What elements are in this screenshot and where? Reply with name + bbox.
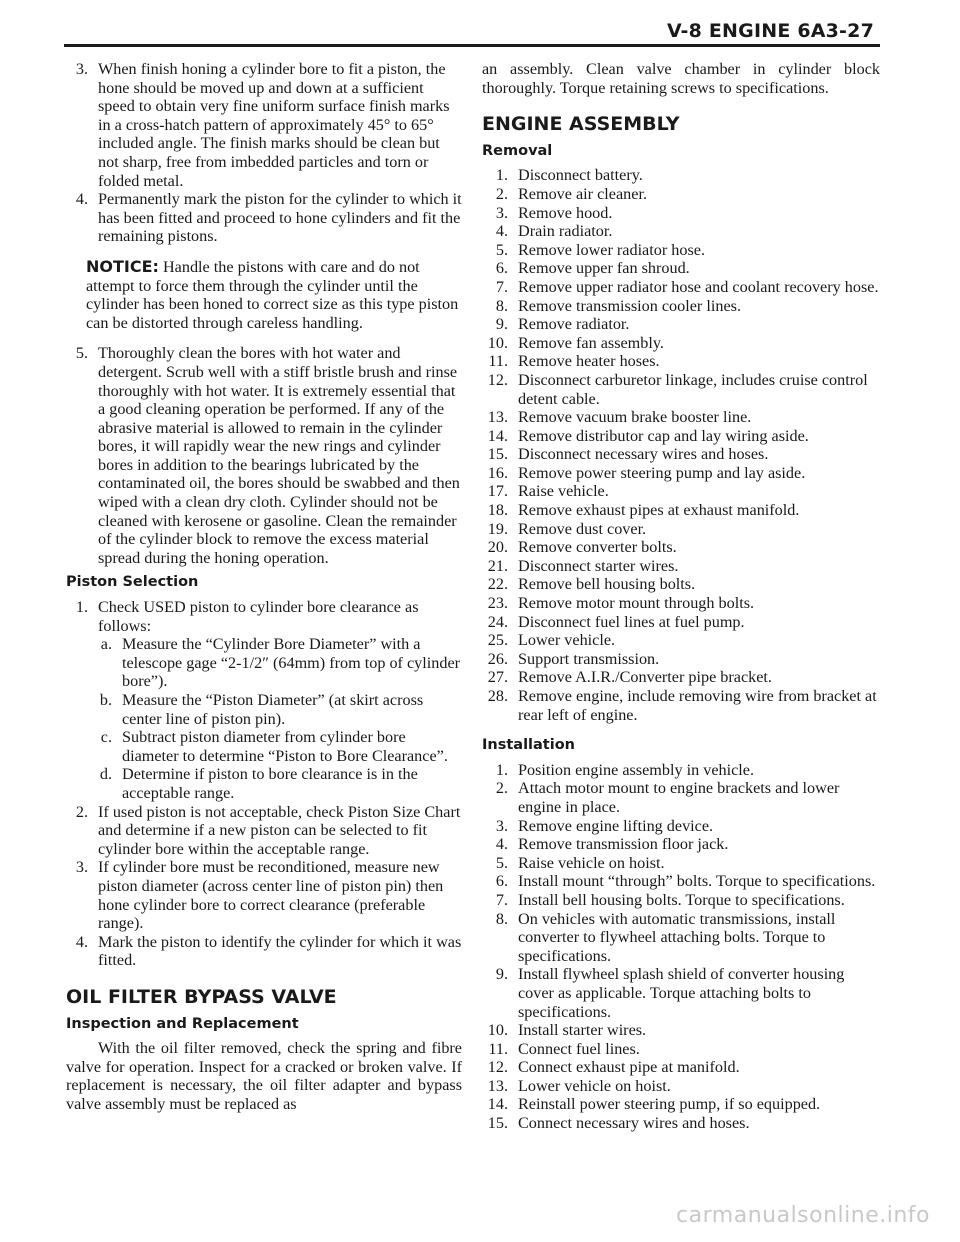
removal-list [482,166,880,724]
item-text: Disconnect battery. [518,166,643,185]
item-text: Position engine assembly in vehicle. [518,760,755,779]
list-item [482,1077,880,1096]
item-text: Remove converter bolts. [518,538,677,557]
item-number: 20. [487,538,508,557]
list-item [482,687,880,724]
list-item [482,835,880,854]
item-number: 14. [487,426,508,445]
list-item [482,427,880,446]
item-number: 6. [495,872,508,891]
item-number: 15. [487,445,508,464]
list-item [482,631,880,650]
list-item [66,858,462,932]
item-number: 7. [495,277,508,296]
list-item [66,60,462,190]
sub-item-letter: a. [100,635,112,654]
engine-assembly-heading: ENGINE ASSEMBLY [482,113,680,136]
item-text: Thoroughly clean the bores with hot water and detergent. Scrub well with a stiff bristle brush and rinse thoroughly with hot water. It is extremely essential that a good cleaning operation be performed. If any of the abrasive material is allowed to remain in the cylinder bores, it will rapidly wear the new rings and cylinder bores in addition to the bearings lubricated by the contaminated oil, the bores should be swabbed and then wiped with a clean dry cloth. Cylinder should not be cleaned with kerosene or gasoline. Clean the remainder of the cylinder block to remove the excess material spread during the honing operation. [98,344,460,567]
list-item [482,408,880,427]
item-number: 21. [487,556,508,575]
item-text: Remove power steering pump and lay aside. [518,463,806,482]
sub-item [88,765,462,802]
inspection-replacement-heading: Inspection and Replacement [66,1015,299,1032]
oil-filter-paragraph: With the oil filter removed, check the spring and fibre valve for operation. Inspect for a cracked or broken valve. If replacement is necessary, the oil filter adapter and bypass valve assembly must be replaced as [66,1039,462,1113]
item-text: Remove upper fan shroud. [518,259,690,278]
item-text: Remove dust cover. [518,519,647,538]
list-item [482,761,880,780]
item-text: Connect fuel lines. [518,1039,640,1058]
list-item [482,668,880,687]
item-number: 6. [495,259,508,278]
sub-item [88,728,462,765]
item-number: 8. [495,296,508,315]
item-number: 23. [487,594,508,613]
list-item [482,817,880,836]
removal-heading: Removal [482,142,553,159]
item-text: Remove radiator. [518,315,630,334]
list-item [482,204,880,223]
list-item [482,965,880,1021]
list-item [482,891,880,910]
list-item [482,520,880,539]
item-text: Disconnect necessary wires and hoses. [518,445,769,464]
list-item [482,334,880,353]
list-item [482,185,880,204]
item-text: Remove vacuum brake booster line. [518,408,752,427]
sub-item-letter: c. [100,728,112,747]
item-text: Drain radiator. [518,222,613,241]
item-text: Lower vehicle on hoist. [518,1076,671,1095]
notice-block [86,258,462,332]
item-text: Remove upper radiator hose and coolant recovery hose. [518,277,879,296]
item-number: 4. [495,835,508,854]
item-number: 10. [487,333,508,352]
piston-selection-heading: Piston Selection [66,574,199,591]
left-column [66,60,462,1113]
item-text: Disconnect fuel lines at fuel pump. [518,612,745,631]
item-text: Remove heater hoses. [518,352,660,371]
header-rule [64,44,880,47]
item-text: Remove engine, include removing wire from bracket at rear left of engine. [518,687,877,724]
item-text: Remove motor mount through bolts. [518,594,755,613]
list-item [482,501,880,520]
sub-item-letter: b. [99,691,112,709]
item-text: Connect exhaust pipe at manifold. [518,1058,740,1077]
item-text: Remove engine lifting device. [518,816,714,835]
item-text: Remove exhaust pipes at exhaust manifold. [518,501,800,520]
item-text: When finish honing a cylinder bore to fit a piston, the hone should be moved up and down at a sufficient speed to obtain very fine uniform surface finish marks in a cross-hatch pattern of approximately 45° to 65° included angle. The finish marks should be clean but not sharp, free from imbedded particles and torn or folded metal. [98,60,450,190]
list-item [66,598,462,635]
oil-filter-heading: OIL FILTER BYPASS VALVE [66,985,337,1008]
item-number: 12. [487,1058,508,1077]
item-number: 15. [487,1114,508,1133]
list-item [482,1114,880,1133]
notice-label: NOTICE: [86,256,159,276]
item-text: Remove hood. [518,203,613,222]
item-number: 4. [75,932,88,951]
item-number: 8. [495,909,508,928]
item-text: Remove fan assembly. [518,333,664,352]
item-text: Connect necessary wires and hoses. [518,1114,750,1133]
item-number: 1. [495,760,508,779]
sub-item-text: Measure the “Cylinder Bore Diameter” with a telescope gage “2-1/2″ (64mm) from top of cylinder bore”). [122,635,461,691]
item-text: Remove transmission cooler lines. [518,296,741,315]
list-item [482,315,880,334]
list-item [482,241,880,260]
list-item [482,259,880,278]
item-text: Install bell housing bolts. Torque to specifications. [518,890,845,909]
page-header: V-8 ENGINE 6A3-27 [667,20,874,42]
item-number: 4. [75,190,88,209]
list-item [482,538,880,557]
item-text: Permanently mark the piston for the cylinder to which it has been fitted and proceed to hone cylinders and fit the remaining pistons. [98,190,462,246]
item-number: 4. [495,222,508,241]
item-text: Check USED piston to cylinder bore clearance as follows: [98,598,419,635]
item-text: Support transmission. [518,649,660,668]
item-text: Remove transmission floor jack. [518,835,729,854]
list-item [482,297,880,316]
item-number: 2. [495,779,508,798]
list-item [482,594,880,613]
item-text: If cylinder bore must be reconditioned, measure new piston diameter (across center line of piston pin) then hone cylinder bore to correct clearance (preferable range). [98,858,444,933]
item-number: 3. [75,858,88,877]
list-item [482,1021,880,1040]
list-item [482,445,880,464]
list-item [66,344,462,567]
list-item [482,613,880,632]
continuation-text: an assembly. Clean valve chamber in cylinder block thoroughly. Torque retaining screws to specifications. [482,60,880,97]
sub-steps [88,635,462,802]
list-item [482,854,880,873]
item-number: 5. [495,240,508,259]
list-item [482,1040,880,1059]
installation-list [482,761,880,1133]
item-number: 19. [487,519,508,538]
item-number: 10. [487,1021,508,1040]
item-text: Remove A.I.R./Converter pipe bracket. [518,668,772,687]
item-number: 2. [495,184,508,203]
notice-text: Handle the pistons with care and do not attempt to force them through the cylinder until the cylinder has been honed to correct size as this type piston can be distorted through careless handling. [86,257,459,332]
item-text: Install starter wires. [518,1021,647,1040]
item-number: 11. [488,1039,508,1058]
list-item [482,1058,880,1077]
item-number: 14. [487,1095,508,1114]
sub-item-letter: d. [99,765,112,784]
honing-steps [66,60,462,246]
item-number: 9. [495,965,508,984]
sub-item-text: Measure the “Piston Diameter” (at skirt across center line of piston pin). [122,691,424,728]
item-text: Remove lower radiator hose. [518,240,705,259]
item-text: Remove distributor cap and lay wiring aside. [518,426,809,445]
item-text: Attach motor mount to engine brackets and lower engine in place. [518,779,840,816]
item-number: 17. [487,482,508,501]
item-text: Install flywheel splash shield of converter housing cover as applicable. Torque attaching bolts to specifications. [518,965,845,1021]
item-text: Disconnect starter wires. [518,556,679,575]
item-number: 11. [488,352,508,371]
item-number: 7. [495,890,508,909]
list-item [482,371,880,408]
list-item [482,222,880,241]
item-number: 13. [487,1076,508,1095]
list-item [482,872,880,891]
item-number: 1. [495,166,508,185]
list-item [482,482,880,501]
list-item [482,779,880,816]
item-number: 27. [487,668,508,687]
item-number: 26. [487,649,508,668]
item-text: Remove bell housing bolts. [518,575,696,594]
item-number: 2. [75,802,88,821]
item-text: Raise vehicle. [518,482,609,501]
item-text: Lower vehicle. [518,631,616,650]
item-number: 24. [487,612,508,631]
list-item [482,910,880,966]
list-item [482,650,880,669]
item-number: 5. [495,853,508,872]
sub-item-text: Determine if piston to bore clearance is in the acceptable range. [122,765,418,802]
item-number: 28. [487,687,508,705]
item-number: 22. [487,575,508,594]
item-text: If used piston is not acceptable, check Piston Size Chart and determine if a new piston can be selected to fit cylinder bore within the acceptable range. [98,802,461,858]
item-text: Remove air cleaner. [518,184,647,203]
item-text: Mark the piston to identify the cylinder for which it was fitted. [98,932,462,970]
list-item [66,803,462,859]
item-number: 1. [75,598,88,617]
item-text: Reinstall power steering pump, if so equipped. [518,1095,821,1114]
item-number: 25. [487,631,508,650]
item-number: 16. [487,463,508,482]
list-item [482,575,880,594]
item-number: 5. [75,344,88,363]
sub-item-text: Subtract piston diameter from cylinder bore diameter to determine “Piston to Bore Clearance”. [122,728,448,765]
watermark: carmanualsonline.info [676,1203,930,1228]
sub-item [88,691,462,728]
item-text: Install mount “through” bolts. Torque to specifications. [518,872,876,891]
item-text: On vehicles with automatic transmissions, install converter to flywheel attaching bolts. Torque to specifications. [518,909,836,965]
list-item [482,557,880,576]
list-item [482,166,880,185]
item-number: 18. [487,501,508,520]
item-number: 13. [487,408,508,427]
item-text: Raise vehicle on hoist. [518,853,665,872]
item-number: 12. [487,370,508,389]
item-number: 9. [495,315,508,334]
list-item [482,352,880,371]
installation-heading: Installation [482,737,575,754]
list-item [66,190,462,246]
item-number: 3. [75,60,88,78]
item-number: 3. [495,816,508,835]
item-text: Disconnect carburetor linkage, includes cruise control detent cable. [518,370,868,408]
list-item [482,464,880,483]
list-item [482,1095,880,1114]
right-column [482,60,880,1133]
list-item [482,278,880,297]
item-number: 3. [495,203,508,222]
list-item [66,933,462,970]
sub-item [88,635,462,691]
